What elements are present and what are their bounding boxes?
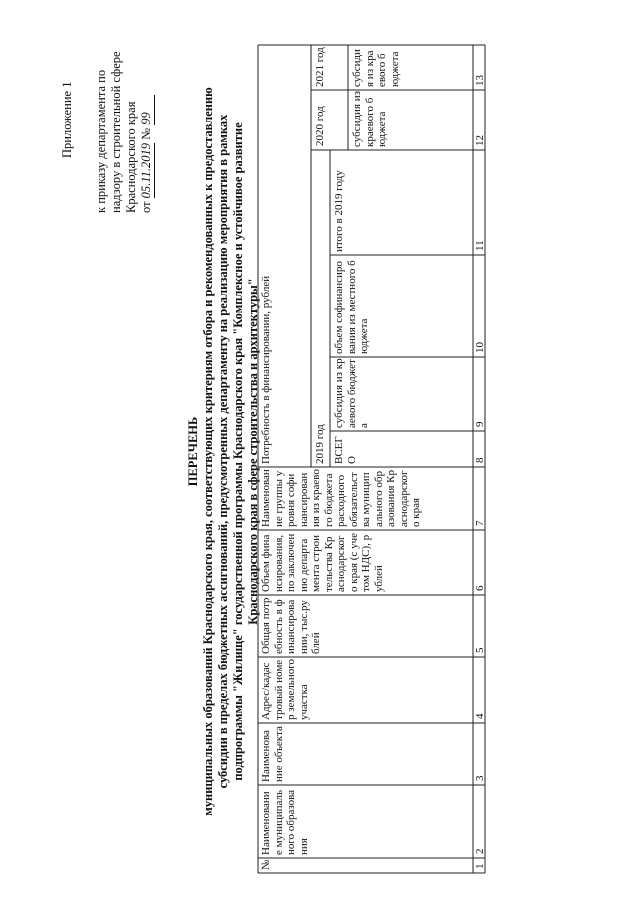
col-number-10: 10 [474, 342, 486, 353]
col-9-header: субсидия из краевого бюджета [333, 358, 370, 428]
col-number-1: 1 [474, 863, 486, 869]
appendix-number-prefix: № [139, 127, 153, 140]
appendix-title: Приложение 1 [60, 81, 74, 158]
col-number-4: 4 [474, 713, 486, 719]
col-8-header: ВСЕГО [333, 436, 358, 464]
header-line-4: Краснодарского края в сфере строительства и архитектуры" [246, 278, 260, 625]
col-number-3: 3 [474, 775, 486, 781]
header-line-2: субсидии в пределах бюджетных ассигнований, предусмотренных департаменту на реализацию мероприятия в рамках [216, 114, 230, 789]
appendix-line-3: Краснодарского края [124, 101, 138, 213]
appendix-line-2: надзору в строительной сфере [109, 51, 123, 213]
appendix-number: 99 [139, 95, 155, 125]
year-2019-header: 2019 год [314, 424, 326, 464]
header-line-1: муниципальных образований Краснодарского края, соответствующих критериям отбора и рекомендованных к предоставлению [201, 87, 215, 816]
col-13-header: субсидия из краевого бюджета [351, 49, 401, 87]
col-number-2: 2 [474, 848, 486, 854]
col-number-7: 7 [474, 520, 486, 526]
col-number-8: 8 [474, 457, 486, 463]
col-number-9: 9 [474, 421, 486, 427]
col-12-header: субсидия из краевого бюджета [351, 91, 388, 147]
col-10-header: объем софинансирования из местного бюджета [333, 260, 370, 354]
col-7-header: Наименование группы уровня софинансирования из краевого бюджета расходного обязательства муниципального образования Краснодарского края [260, 469, 422, 527]
appendix-date: 05.11.2019 [139, 142, 153, 199]
need-header: Потребность в финансировании, рублей [260, 275, 272, 464]
col-5-header: Общая потребность в финансировании, тыс.рублей [260, 597, 322, 654]
year-2021-header: 2021 год [314, 47, 326, 87]
header-line-3: подпрограммы "Жилище" государственной программы Краснодарского края "Комплексное и устойчивое развитие [231, 122, 245, 781]
col-1-header: № [260, 859, 272, 870]
col-3-header: Наименование объекта [260, 726, 285, 782]
year-2020-header: 2020 год [314, 106, 326, 146]
col-11-header: итого в 2019 году [333, 170, 345, 252]
col-number-5: 5 [474, 647, 486, 653]
appendix-date-prefix: от [139, 201, 153, 213]
col-2-header: Наименование муниципального образования [260, 789, 310, 855]
col-number-6: 6 [474, 585, 486, 591]
col-number-13: 13 [474, 75, 486, 86]
appendix-line-1: к приказу департамента по [94, 69, 108, 213]
col-4-header: Адрес/кадастровый номер земельного участка [260, 659, 310, 720]
document-title: ПЕРЕЧЕНЬ [186, 416, 200, 487]
col-6-header: Объем финансирования, по заключению департамента строительства Краснодарского края (с учетом НДС), рублей [260, 533, 385, 592]
col-number-12: 12 [474, 135, 486, 146]
col-number-11: 11 [474, 240, 486, 251]
